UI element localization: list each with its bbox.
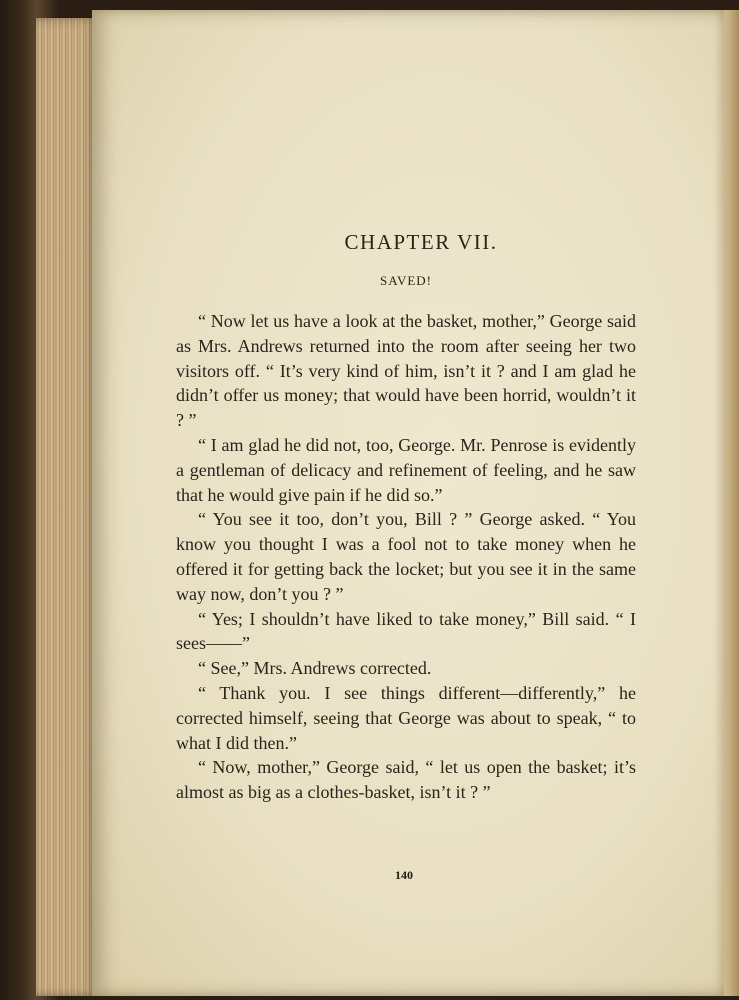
paragraph-7: “ Now, mother,” George said, “ let us open the basket; it’s almost as big as a clothes-basket, isn’t it ? ” (176, 757, 636, 803)
paragraph-1: “ Now let us have a look at the basket, mother,” George said as Mrs. Andrews returned into the room after seeing her two visitors off. “ It’s very kind of him, isn’t it ? and I am glad he didn’t offer us money; that would have been horrid, wouldn’t it ? ” (176, 311, 636, 431)
paragraph-2: “ I am glad he did not, too, George. Mr. Penrose is evidently a gentleman of delicacy and refinement of feeling, and he saw that he would give pain if he did so.” (176, 434, 636, 505)
chapter-heading: CHAPTER VII. (344, 230, 498, 254)
page-edges (36, 18, 98, 996)
text-block (176, 230, 636, 805)
book-page (92, 10, 724, 996)
paragraph-3: “ You see it too, don’t you, Bill ? ” George asked. “ You know you thought I was a fool not to take money when he offered it for getting back the locket; but you see it in the same way now, don’t you ? ” (176, 509, 636, 604)
chapter-title: SAVED! (380, 273, 432, 288)
paragraph-5: “ See,” Mrs. Andrews corrected. (198, 658, 432, 679)
page-right-edge (724, 10, 739, 996)
paragraph-4: “ Yes; I shouldn’t have liked to take money,” Bill said. “ I sees——” (176, 608, 636, 654)
paragraph-6: “ Thank you. I see things different—differently,” he corrected himself, seeing that George was about to speak, “ to what I did then.” (176, 682, 636, 753)
page-number: 140 (395, 868, 413, 882)
